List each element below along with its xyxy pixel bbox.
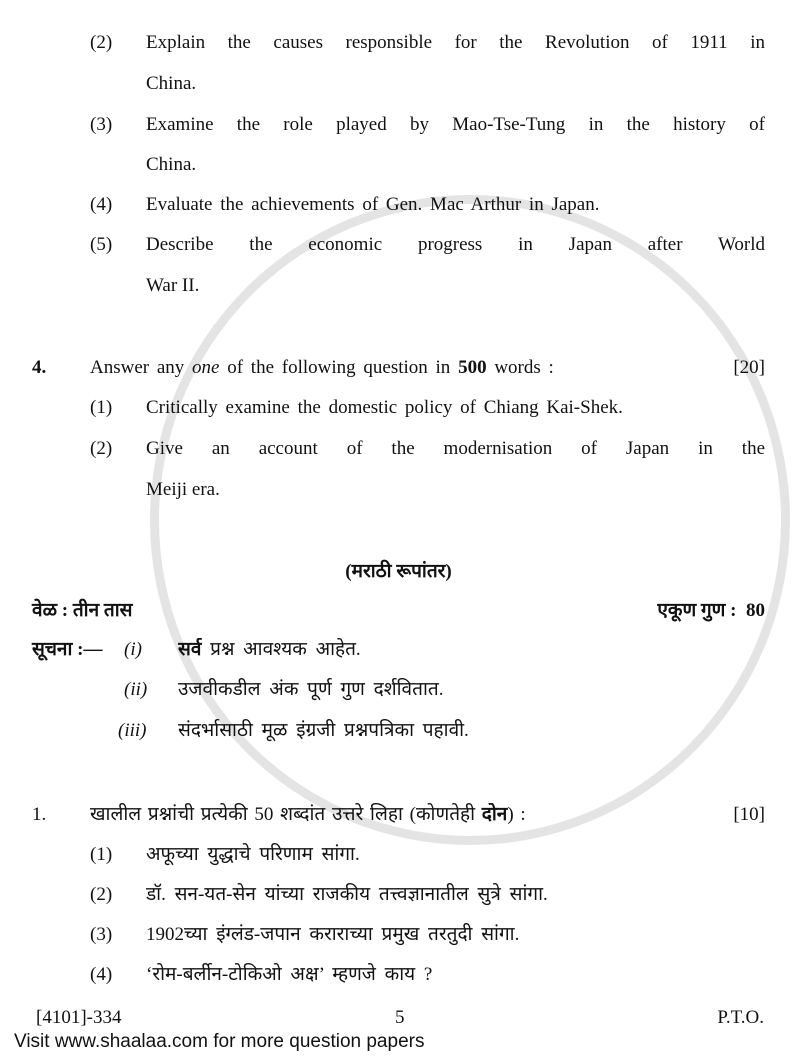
question-number: 4. xyxy=(32,357,47,378)
marathi-heading: (मराठी रूपांतर) xyxy=(345,561,452,582)
item-label: (2) xyxy=(90,32,113,53)
item-text: Give an account of the modernisation of Japan in the xyxy=(146,438,765,459)
item-label: (1) xyxy=(90,844,113,865)
item-row xyxy=(32,113,765,137)
item-text: अफूच्या युद्धाचे परिणाम सांगा. xyxy=(146,844,360,865)
item-text: Describe the economic progress in Japan after World xyxy=(146,234,765,255)
page-number: 5 xyxy=(395,1007,405,1028)
instruction-body: प्रश्न आवश्यक आहेत. xyxy=(210,639,361,660)
item-label: (1) xyxy=(90,397,113,418)
visit-link[interactable]: Visit www.shaalaa.com for more question papers xyxy=(14,1031,425,1052)
q4-word-count: 500 xyxy=(458,357,487,378)
item-row xyxy=(32,478,765,502)
instruction-row xyxy=(32,638,765,662)
q1-bold: दोन xyxy=(481,804,508,825)
q1-end: ) : xyxy=(507,804,526,825)
item-row xyxy=(32,193,765,217)
paper-code: [4101]-334 xyxy=(36,1007,122,1028)
item-row xyxy=(32,843,765,867)
instruction-row xyxy=(32,719,765,743)
question-number: 1. xyxy=(32,804,47,825)
instruction-label: (iii) xyxy=(118,720,147,741)
item-row xyxy=(32,72,765,96)
total-marks: एकूण गुण : 80 xyxy=(657,600,765,621)
instruction-text: उजवीकडील अंक पूर्ण गुण दर्शवितात. xyxy=(178,679,444,700)
item-text: Evaluate the achievements of Gen. Mac Arthur in Japan. xyxy=(146,194,600,215)
instruction-row xyxy=(32,678,765,702)
time-row xyxy=(32,599,765,623)
question-row xyxy=(32,803,765,827)
item-label: (3) xyxy=(90,114,113,135)
item-label: (5) xyxy=(90,234,113,255)
instructions-label: सूचना :— xyxy=(32,639,103,660)
question-row xyxy=(32,356,765,380)
item-label: (4) xyxy=(90,194,113,215)
instruction-bold: सर्व xyxy=(178,639,202,660)
item-row xyxy=(32,437,765,461)
item-text: डॉ. सन-यत-सेन यांच्या राजकीय तत्त्वज्ञानातील सुत्रे सांगा. xyxy=(146,884,548,905)
item-text: ‘रोम-बर्लीन-टोकिओ अक्ष’ म्हणजे काय ? xyxy=(146,964,433,985)
item-text: Explain the causes responsible for the Revolution of 1911 in xyxy=(146,32,765,53)
q4-text-one: one xyxy=(192,357,220,378)
marks: [20] xyxy=(733,357,765,378)
item-label: (2) xyxy=(90,884,113,905)
q4-text-b: of the following question in xyxy=(227,357,451,378)
q4-text-c: words : xyxy=(494,357,554,378)
pto: P.T.O. xyxy=(717,1007,764,1028)
time: वेळ : तीन तास xyxy=(32,600,133,621)
item-row xyxy=(32,923,765,947)
item-label: (4) xyxy=(90,964,113,985)
item-row xyxy=(32,396,765,420)
q4-text-a: Answer any xyxy=(90,357,185,378)
marathi-heading-row xyxy=(32,560,765,584)
instruction-text: संदर्भासाठी मूळ इंग्रजी प्रश्नपत्रिका पहावी. xyxy=(178,720,469,741)
item-row xyxy=(32,963,765,987)
instruction-label: (ii) xyxy=(124,679,148,700)
item-text: China. xyxy=(146,154,197,175)
item-text: War II. xyxy=(146,275,200,296)
question-text xyxy=(90,803,719,827)
item-text: 1902च्या इंग्लंड-जपान कराराच्या प्रमुख तरतुदी सांगा. xyxy=(146,924,520,945)
item-label: (2) xyxy=(90,438,113,459)
q1-text: खालील प्रश्नांची प्रत्येकी 50 शब्दांत उत्तरे लिहा (कोणतेही xyxy=(90,804,476,825)
instruction-label: (i) xyxy=(124,639,142,660)
marks: [10] xyxy=(733,804,765,825)
item-text: Examine the role played by Mao-Tse-Tung in the history of xyxy=(146,114,765,135)
item-row xyxy=(32,883,765,907)
item-row xyxy=(32,153,765,177)
item-label: (3) xyxy=(90,924,113,945)
item-row xyxy=(32,274,765,298)
item-row xyxy=(32,233,765,257)
item-text: China. xyxy=(146,73,197,94)
item-text: Critically examine the domestic policy of Chiang Kai-Shek. xyxy=(146,397,623,418)
item-text: Meiji era. xyxy=(146,479,220,500)
question-text xyxy=(90,356,719,380)
item-row xyxy=(32,31,765,55)
